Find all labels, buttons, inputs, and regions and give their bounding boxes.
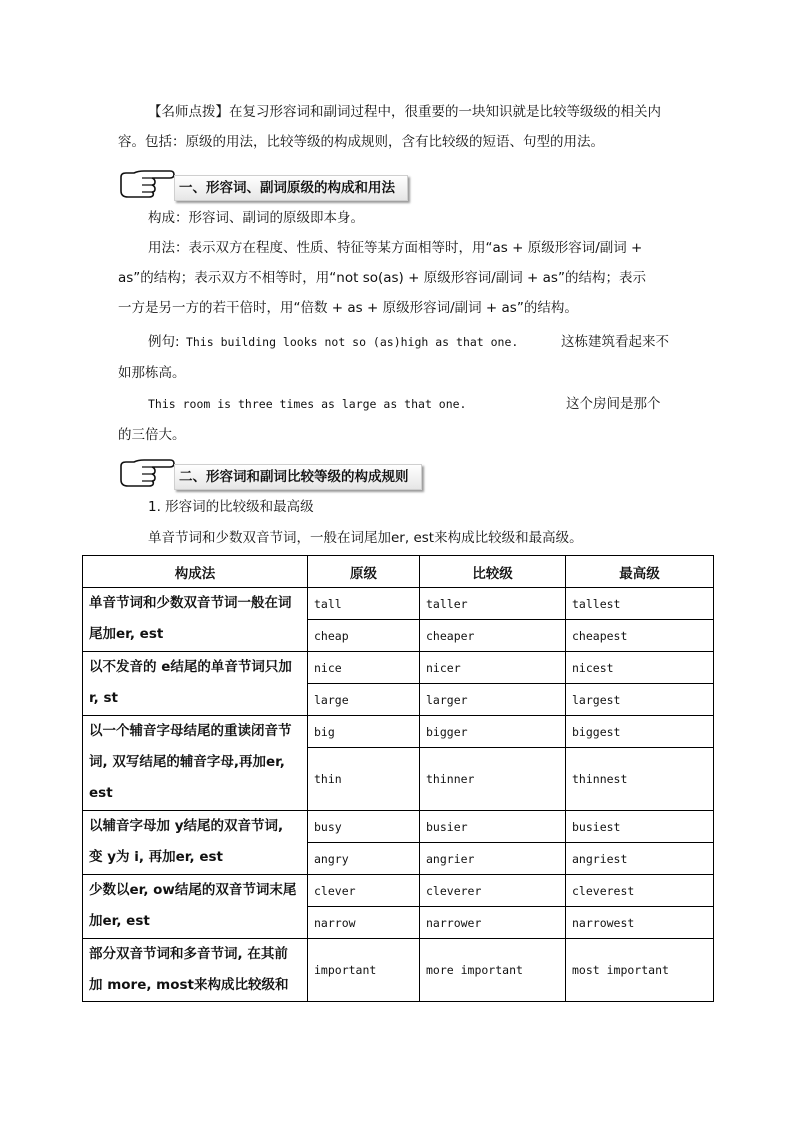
superlative-cell: angriest bbox=[566, 843, 714, 875]
superlative-cell: cheapest bbox=[566, 620, 714, 652]
comparative-cell: taller bbox=[420, 588, 566, 620]
example-2-cn-b: 的三倍大。 bbox=[118, 427, 186, 443]
example-2-en: This room is three times as large as that one. bbox=[148, 397, 467, 411]
subheading-1: 1. 形容词的比较级和最高级 bbox=[148, 499, 314, 515]
positive-cell: big bbox=[308, 716, 420, 748]
example-1-label: 例句: bbox=[148, 334, 180, 350]
table-row bbox=[83, 716, 714, 748]
example-1-en: This building looks not so (as)high as that one. bbox=[186, 335, 519, 349]
rule-cell: 以辅音字母加 y结尾的双音节词, 变 y为 i, 再加er, est bbox=[83, 811, 308, 875]
section-2-desc: 单音节词和少数双音节词，一般在词尾加er, est来构成比较级和最高级。 bbox=[148, 530, 583, 546]
header-comparative: 比较级 bbox=[420, 556, 566, 588]
superlative-cell: most important bbox=[566, 939, 714, 1002]
formation-text: 构成：形容词、副词的原级即本身。 bbox=[148, 210, 364, 226]
rule-cell: 少数以er, ow结尾的双音节词末尾加er, est bbox=[83, 875, 308, 939]
usage-line-3: 一方是另一方的若干倍时，用“倍数 + as + 原级形容词/副词 + as”的结构。 bbox=[118, 300, 578, 316]
superlative-cell: busiest bbox=[566, 811, 714, 843]
table-row bbox=[83, 588, 714, 620]
comparative-cell: cleverer bbox=[420, 875, 566, 907]
positive-cell: busy bbox=[308, 811, 420, 843]
comparative-cell: narrower bbox=[420, 907, 566, 939]
pointing-hand-icon bbox=[118, 167, 178, 199]
comparative-cell: thinner bbox=[420, 748, 566, 811]
example-2-cn-a: 这个房间是那个 bbox=[566, 396, 661, 412]
pointing-hand-icon bbox=[118, 456, 178, 488]
header-formation: 构成法 bbox=[83, 556, 308, 588]
comparative-cell: nicer bbox=[420, 652, 566, 684]
section-2-title: 二、形容词和副词比较等级的构成规则 bbox=[174, 464, 422, 490]
header-superlative: 最高级 bbox=[566, 556, 714, 588]
positive-cell: clever bbox=[308, 875, 420, 907]
positive-cell: thin bbox=[308, 748, 420, 811]
example-1-cn-b: 如那栋高。 bbox=[118, 365, 186, 381]
header-positive: 原级 bbox=[308, 556, 420, 588]
table-row bbox=[83, 875, 714, 907]
positive-cell: important bbox=[308, 939, 420, 1002]
usage-line-1: 用法：表示双方在程度、性质、特征等某方面相等时，用“as + 原级形容词/副词 + bbox=[148, 240, 643, 256]
positive-cell: nice bbox=[308, 652, 420, 684]
superlative-cell: cleverest bbox=[566, 875, 714, 907]
superlative-cell: narrowest bbox=[566, 907, 714, 939]
rule-cell: 单音节词和少数双音节词一般在词尾加er, est bbox=[83, 588, 308, 652]
comparative-cell: cheaper bbox=[420, 620, 566, 652]
positive-cell: tall bbox=[308, 588, 420, 620]
table-header-row bbox=[83, 556, 714, 588]
intro-line-2: 容。包括：原级的用法，比较等级的构成规则，含有比较级的短语、句型的用法。 bbox=[118, 134, 604, 150]
table-row bbox=[83, 811, 714, 843]
comparison-table bbox=[82, 555, 714, 1002]
rule-cell: 以一个辅音字母结尾的重读闭音节词, 双写结尾的辅音字母,再加er, est bbox=[83, 716, 308, 811]
superlative-cell: nicest bbox=[566, 652, 714, 684]
positive-cell: cheap bbox=[308, 620, 420, 652]
rule-cell: 部分双音节词和多音节词, 在其前加 more, most来构成比较级和 bbox=[83, 939, 308, 1002]
positive-cell: large bbox=[308, 684, 420, 716]
comparative-cell: busier bbox=[420, 811, 566, 843]
section-1-title: 一、形容词、副词原级的构成和用法 bbox=[174, 175, 408, 201]
section-1-header bbox=[118, 167, 428, 201]
section-2-header bbox=[118, 456, 428, 490]
intro-line-1: 【名师点拨】在复习形容词和副词过程中，很重要的一块知识就是比较等级级的相关内 bbox=[148, 104, 661, 120]
superlative-cell: thinnest bbox=[566, 748, 714, 811]
superlative-cell: tallest bbox=[566, 588, 714, 620]
rule-cell: 以不发音的 e结尾的单音节词只加r, st bbox=[83, 652, 308, 716]
comparative-cell: bigger bbox=[420, 716, 566, 748]
table-row bbox=[83, 939, 714, 1002]
comparative-cell: angrier bbox=[420, 843, 566, 875]
table-row bbox=[83, 652, 714, 684]
example-1-cn-a: 这栋建筑看起来不 bbox=[561, 334, 669, 350]
superlative-cell: largest bbox=[566, 684, 714, 716]
usage-line-2: as”的结构；表示双方不相等时，用“not so(as) + 原级形容词/副词 + as”的结构；表示 bbox=[118, 270, 646, 286]
positive-cell: angry bbox=[308, 843, 420, 875]
superlative-cell: biggest bbox=[566, 716, 714, 748]
comparative-cell: more important bbox=[420, 939, 566, 1002]
positive-cell: narrow bbox=[308, 907, 420, 939]
comparative-cell: larger bbox=[420, 684, 566, 716]
